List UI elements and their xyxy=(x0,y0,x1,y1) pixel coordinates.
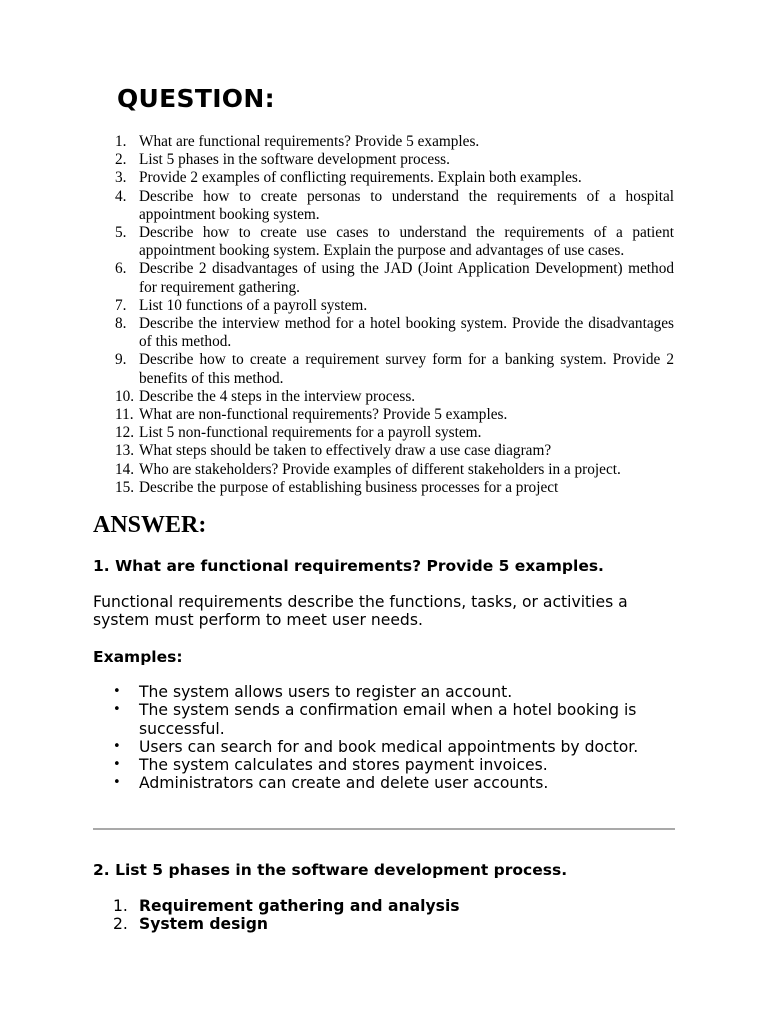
question-text: Describe the interview method for a hotel booking system. Provide the disadvantages of this method. xyxy=(139,315,674,351)
question-list xyxy=(112,133,674,497)
bullet-icon: • xyxy=(113,684,121,699)
question-text: What steps should be taken to effectively draw a use case diagram? xyxy=(139,442,552,460)
examples-label: Examples: xyxy=(93,648,183,666)
example-text: Administrators can create and delete user accounts. xyxy=(139,774,549,793)
question-text: What are non-functional requirements? Provide 5 examples. xyxy=(139,406,508,424)
question-item xyxy=(112,188,674,224)
example-text: The system sends a confirmation email when a hotel booking is successful. xyxy=(139,701,637,738)
example-item xyxy=(113,738,683,756)
question-number: 12. xyxy=(115,424,135,442)
section-2-title: 2. List 5 phases in the software development process. xyxy=(93,861,568,879)
phase-text: Requirement gathering and analysis xyxy=(139,897,460,915)
bullet-icon: • xyxy=(113,702,121,718)
question-item xyxy=(112,424,674,442)
question-item xyxy=(112,351,674,387)
phase-item xyxy=(113,915,460,933)
question-item xyxy=(112,133,674,151)
example-item xyxy=(113,756,683,774)
example-item xyxy=(113,774,683,792)
question-text: Describe how to create use cases to understand the requirements of a patient appointment booking system. Explain the purpose and advantages of use cases. xyxy=(139,224,674,260)
example-text: The system allows users to register an account. xyxy=(139,683,513,701)
question-number: 14. xyxy=(115,460,135,478)
question-number: 1. xyxy=(115,133,127,150)
question-item xyxy=(112,260,674,296)
bullet-icon: • xyxy=(113,775,121,791)
phase-list xyxy=(113,897,460,934)
question-item xyxy=(112,461,674,479)
section-1-paragraph: Functional requirements describe the functions, tasks, or activities a system must perform to meet user needs. xyxy=(93,593,628,630)
question-number: 11. xyxy=(115,406,134,424)
question-text: What are functional requirements? Provide 5 examples. xyxy=(139,133,480,150)
question-number: 3. xyxy=(115,169,127,187)
phase-text: System design xyxy=(139,915,269,934)
question-item xyxy=(112,479,674,497)
example-text: Users can search for and book medical appointments by doctor. xyxy=(139,737,639,756)
answer-heading: ANSWER: xyxy=(93,512,207,538)
question-text: Provide 2 examples of conflicting requirements. Explain both examples. xyxy=(139,169,582,187)
section-divider xyxy=(93,828,675,830)
question-item xyxy=(112,224,674,260)
question-item xyxy=(112,169,674,187)
question-number: 13. xyxy=(115,442,135,460)
question-text: List 5 phases in the software development process. xyxy=(139,151,450,169)
question-text: List 5 non-functional requirements for a payroll system. xyxy=(139,424,482,442)
question-number: 9. xyxy=(115,351,127,369)
question-number: 5. xyxy=(115,224,127,242)
question-number: 4. xyxy=(115,187,127,205)
question-item xyxy=(112,297,674,315)
question-text: Describe 2 disadvantages of using the JAD (Joint Application Development) method for requirement gathering. xyxy=(139,260,674,296)
question-number: 6. xyxy=(115,260,127,278)
question-number: 10. xyxy=(115,387,135,405)
bullet-icon: • xyxy=(113,738,121,754)
question-item xyxy=(112,151,674,169)
bullet-icon: • xyxy=(113,757,121,773)
question-item xyxy=(112,406,674,424)
examples-list xyxy=(113,683,683,793)
question-number: 2. xyxy=(115,151,127,169)
phase-number: 2. xyxy=(113,915,128,934)
question-text: Describe the 4 steps in the interview process. xyxy=(139,387,416,405)
question-text: Describe how to create a requirement survey form for a banking system. Provide 2 benefits of this method. xyxy=(139,351,674,387)
question-text: Describe the purpose of establishing business processes for a project xyxy=(139,478,559,496)
question-text: List 10 functions of a payroll system. xyxy=(139,296,368,314)
question-text: Who are stakeholders? Provide examples of different stakeholders in a project. xyxy=(139,460,621,478)
section-1-title: 1. What are functional requirements? Provide 5 examples. xyxy=(93,557,604,575)
example-item xyxy=(113,683,683,701)
example-text: The system calculates and stores payment invoices. xyxy=(139,756,548,775)
phase-number: 1. xyxy=(113,897,128,915)
question-item xyxy=(112,315,674,351)
example-item xyxy=(113,701,683,738)
question-item xyxy=(112,442,674,460)
phase-item xyxy=(113,897,460,915)
question-text: Describe how to create personas to understand the requirements of a hospital appointment booking system. xyxy=(139,187,674,223)
question-heading: QUESTION: xyxy=(117,84,275,113)
question-item xyxy=(112,388,674,406)
question-number: 8. xyxy=(115,315,127,333)
question-number: 7. xyxy=(115,296,127,314)
question-number: 15. xyxy=(115,478,135,496)
